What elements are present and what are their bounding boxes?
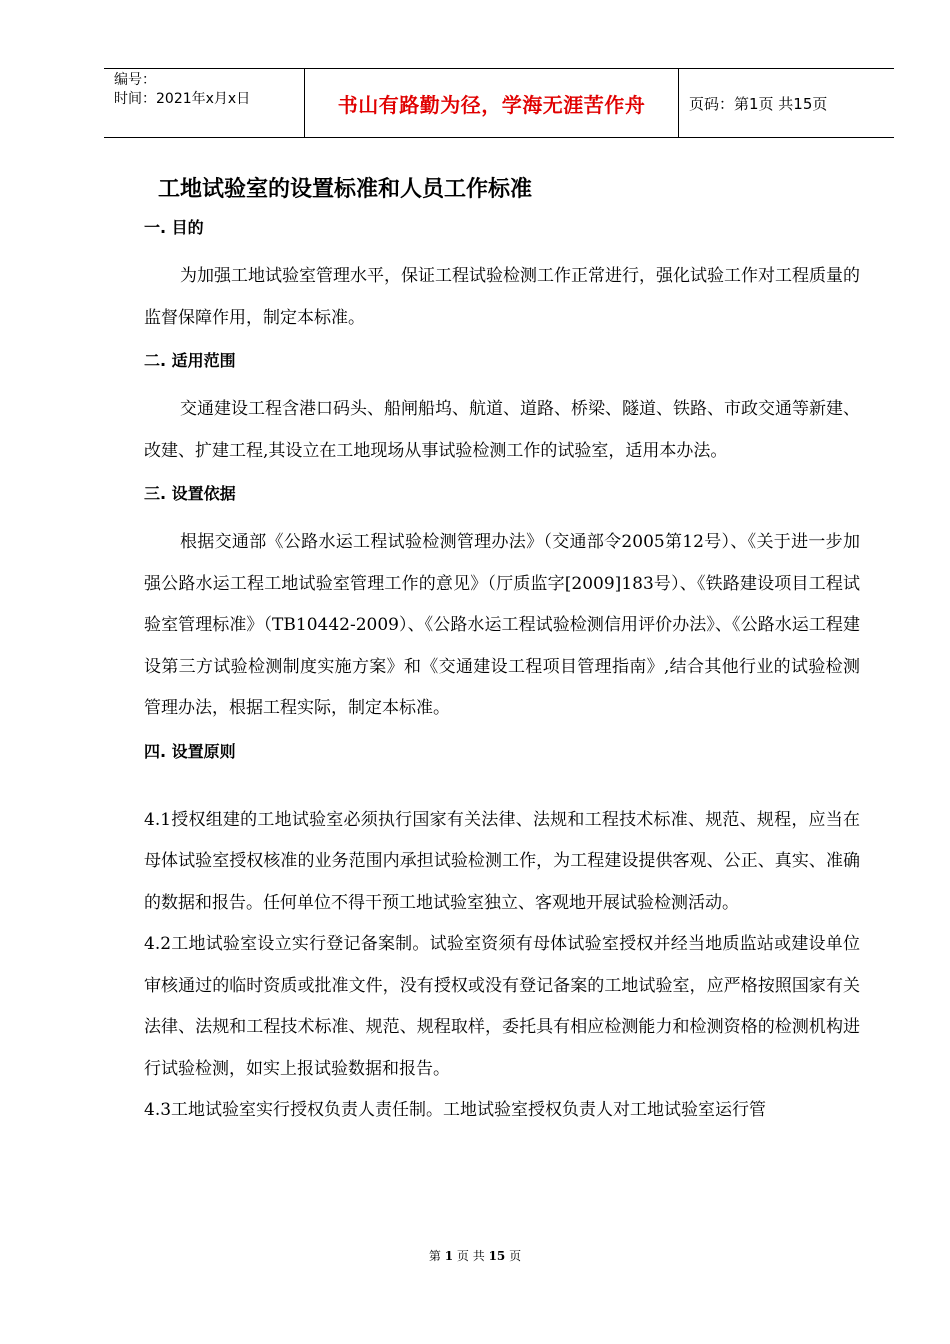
section-heading: 三. 设置依据 [144, 484, 236, 503]
header-slogan: 书山有路勤为径，学海无涯苦作舟 [305, 69, 679, 137]
section-paragraph: 为加强工地试验室管理水平，保证工程试验检测工作正常进行，强化试验工作对工程质量的监督保障作用，制定本标准。 [144, 266, 860, 328]
time-label: 时间：2021年x月x日 [114, 91, 251, 107]
document-header [104, 68, 894, 138]
page-footer [0, 1247, 950, 1264]
section-paragraph: 交通建设工程含港口码头、船闸船坞、航道、道路、桥梁、隧道、铁路、市政交通等新建、改建、扩建工程,其设立在工地现场从事试验检测工作的试验室，适用本办法。 [144, 399, 860, 461]
footer-total-pages: 15 [488, 1249, 506, 1263]
footer-page-number: 1 [444, 1249, 454, 1263]
footer-middle: 页 共 [456, 1249, 485, 1263]
section-heading: 四. 设置原则 [144, 741, 236, 761]
document-title: 工地试验室的设置标准和人员工作标准 [158, 177, 533, 202]
section-heading: 一. 目的 [144, 218, 204, 237]
section-paragraph: 4.1授权组建的工地试验室必须执行国家有关法律、法规和工程技术标准、规范、规程，应当在母体试验室授权核准的业务范围内承担试验检测工作，为工程建设提供客观、公正、真实、准确的数据和报告。任何单位不得干预工地试验室独立、客观地开展试验检测活动。 [144, 809, 860, 913]
header-page-label: 页码：第1页 共15页 [689, 94, 828, 113]
section-paragraph: 4.2工地试验室设立实行登记备案制。试验室资须有母体试验室授权并经当地质监站或建设单位审核通过的临时资质或批准文件，没有授权或没有登记备案的工地试验室，应严格按照国家有关法律、法规和工程技术标准、规范、规程取样，委托具有相应检测能力和检测资格的检测机构进行试验检测，如实上报试验数据和报告。 [144, 934, 860, 1079]
footer-suffix: 页 [509, 1249, 522, 1263]
number-label: 编号： [114, 72, 156, 88]
section-paragraph: 根据交通部《公路水运工程试验检测管理办法》（交通部令2005第12号）、《关于进一步加强公路水运工程工地试验室管理工作的意见》（厅质监字[2009]183号）、《铁路建设项目工程试验室管理标准》（TB10442-2009）、《公路水运工程试验检测信用评价办法》、《公路水运工程建设第三方试验检测制度实施方案》和《交通建设工程项目管理指南》,结合其他行业的试验检测管理办法，根据工程实际，制定本标准。 [144, 532, 860, 718]
document-body [144, 214, 860, 1132]
section-heading: 二. 适用范围 [144, 351, 236, 370]
footer-prefix: 第 [428, 1249, 441, 1263]
header-meta [104, 69, 305, 137]
section-paragraph: 4.3工地试验室实行授权负责人责任制。工地试验室授权负责人对工地试验室运行管 [144, 1100, 767, 1120]
